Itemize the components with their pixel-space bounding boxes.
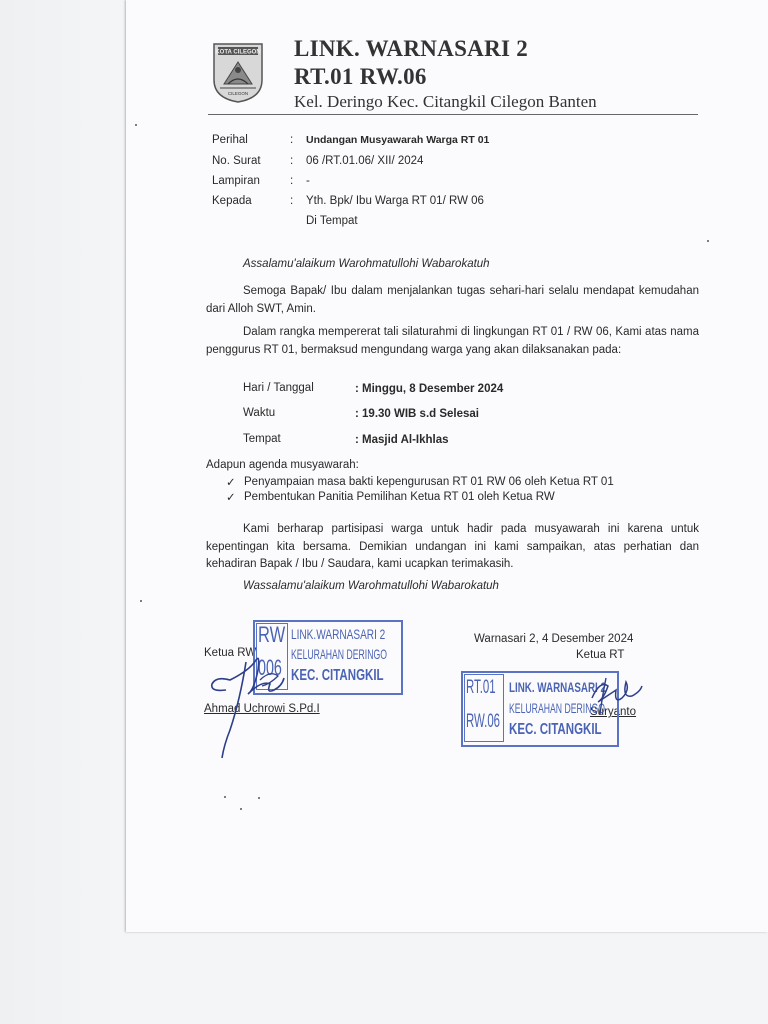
scan-speck xyxy=(258,797,260,799)
perihal-colon: : xyxy=(290,134,294,146)
kepada-colon: : xyxy=(290,195,294,207)
perihal-value: Undangan Musyawarah Warga RT 01 xyxy=(306,134,490,146)
perihal-label: Perihal xyxy=(212,134,248,146)
hari-value: : Minggu, 8 Desember 2024 xyxy=(355,383,504,395)
right-signer-name: Suryanto xyxy=(590,706,637,718)
left-signer-title: Ketua RW xyxy=(204,647,257,659)
rw-stamp-line-3: KEC. CITANGKIL xyxy=(291,667,384,684)
closing-greeting: Wassalamu'alaikum Warohmatullohi Wabarokatuh xyxy=(243,580,499,592)
nosurat-value: 06 /RT.01.06/ XII/ 2024 xyxy=(306,155,424,167)
paragraph-1 xyxy=(206,283,699,318)
waktu-value: : 19.30 WIB s.d Selesai xyxy=(355,408,480,420)
header-title-2: RT.01 RW.06 xyxy=(294,64,427,89)
rw-stamp-code-top: RW xyxy=(258,622,286,647)
greeting: Assalamu'alaikum Warohmatullohi Wabarokatuh xyxy=(243,258,490,270)
agenda-check-icon: ✓ xyxy=(226,477,236,489)
nosurat-label: No. Surat xyxy=(212,155,261,167)
scan-speck xyxy=(240,808,242,810)
agenda-check-icon: ✓ xyxy=(226,492,236,504)
lampiran-colon: : xyxy=(290,175,294,187)
right-signature xyxy=(580,668,650,723)
lampiran-value: - xyxy=(306,175,310,187)
rw-stamp-line-1: LINK.WARNASARI 2 xyxy=(291,626,386,642)
paragraph-3 xyxy=(206,521,699,574)
agenda-title: Adapun agenda musyawarah: xyxy=(206,459,359,471)
lampiran-label: Lampiran xyxy=(212,175,260,187)
header-address: Kel. Deringo Kec. Citangkil Cilegon Banten xyxy=(294,92,597,111)
kepada-value: Yth. Bpk/ Ibu Warga RT 01/ RW 06 xyxy=(306,195,484,207)
emblem-bottom-text: CILEGON xyxy=(227,91,249,96)
place-date: Warnasari 2, 4 Desember 2024 xyxy=(474,633,634,645)
nosurat-colon: : xyxy=(290,155,294,167)
paragraph-1-text: Semoga Bapak/ Ibu dalam menjalankan tugas sehari-hari selalu mendapat kemudahan dari Alloh SWT, Amin. xyxy=(206,285,699,315)
rw-stamp-code-bottom: 006 xyxy=(258,655,282,680)
tempat-label: Tempat xyxy=(243,433,281,445)
kepada-label: Kepada xyxy=(212,195,252,207)
left-signature xyxy=(200,640,310,760)
kepada-value-2: Di Tempat xyxy=(306,215,358,227)
hari-label: Hari / Tanggal xyxy=(243,382,314,394)
agenda-item-2: Pembentukan Panitia Pemilihan Ketua RT 01 oleh Ketua RW xyxy=(244,491,555,503)
left-signer-name: Ahmad Uchrowi S.Pd.I xyxy=(204,703,320,715)
rt-stamp-code-top: RT.01 xyxy=(466,677,496,698)
tempat-value: : Masjid Al-Ikhlas xyxy=(355,434,449,446)
scan-speck xyxy=(224,796,226,798)
paragraph-3-text: Kami berharap partisipasi warga untuk hadir pada musyawarah ini karena untuk kepentingan kita bersama. Demikian undangan ini kami sampaikan, atas perhatian dan kehadiran Bapak / Ibu / Saudara, kami ucapkan terimakasih. xyxy=(206,523,699,570)
emblem-top-text: KOTA CILEGON xyxy=(215,49,261,56)
rt-stamp-line-3: KEC. CITANGKIL xyxy=(509,721,602,738)
rt-stamp-code-bottom: RW.06 xyxy=(466,711,501,732)
header-divider xyxy=(208,114,698,115)
paragraph-2 xyxy=(206,324,699,359)
waktu-label: Waktu xyxy=(243,407,276,419)
scan-speck xyxy=(140,600,142,602)
rt-stamp-line-2: KELURAHAN DERINGO xyxy=(509,700,605,716)
right-signer-title: Ketua RT xyxy=(576,649,625,661)
agenda-item-1: Penyampaian masa bakti kepengurusan RT 01 RW 06 oleh Ketua RT 01 xyxy=(244,476,614,488)
header-title-1: LINK. WARNASARI 2 xyxy=(294,36,529,61)
rw-stamp-line-2: KELURAHAN DERINGO xyxy=(291,646,387,662)
city-emblem-icon xyxy=(210,40,266,104)
scan-speck xyxy=(135,124,137,126)
rt-stamp-line-1: LINK. WARNASARI 2 xyxy=(509,679,606,695)
paragraph-2-text: Dalam rangka mempererat tali silaturahmi di lingkungan RT 01 / RW 06, Kami atas nama penggurus RT 01, bermaksud mengundang warga yang akan dilaksanakan pada: xyxy=(206,326,699,356)
scan-speck xyxy=(707,240,709,242)
